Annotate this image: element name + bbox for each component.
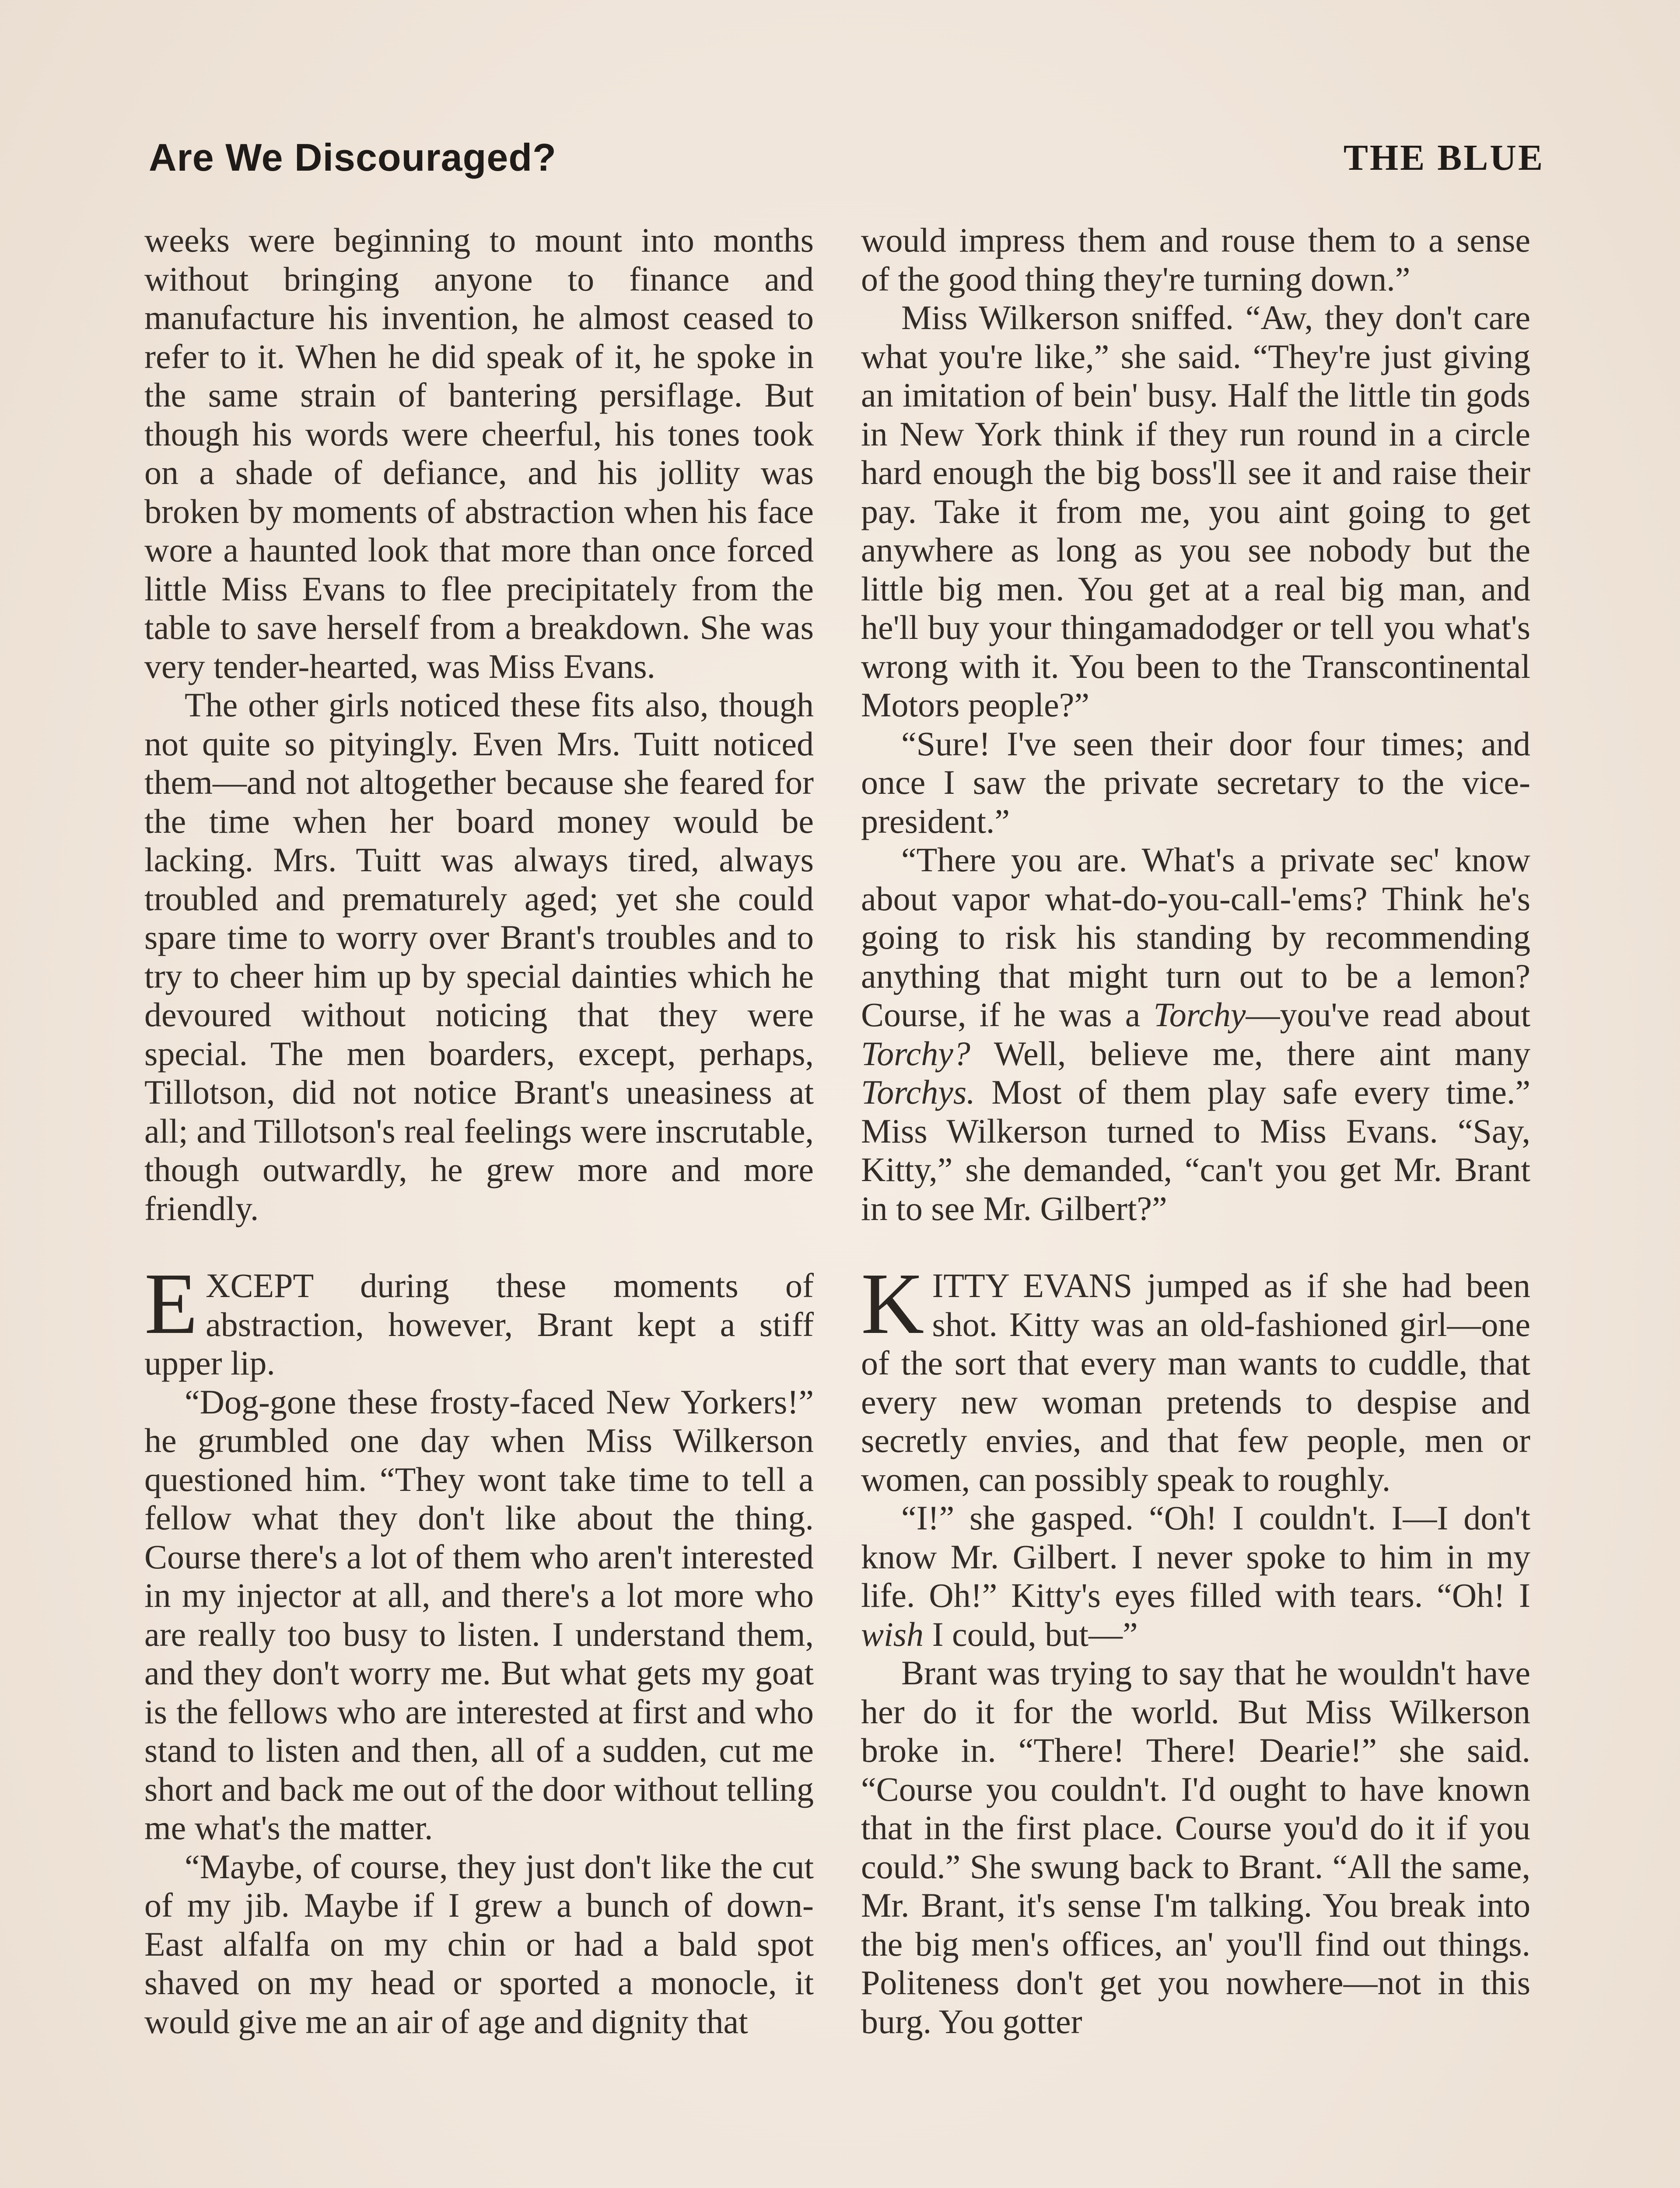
- paragraph: The other girls noticed these fits also, though not quite so pityingly. Even Mrs. Tuitt noticed them—and not altogether because she feared for the time when her board money would be lacking. Mrs. Tuitt was always tired, always troubled and prematurely aged; yet she could spare time to worry over Brant's troubles and to try to cheer him up by special dainties which he devoured without noticing that they were special. The men boarders, except, perhaps, Tillotson, did not notice Brant's uneasiness at all; and Tillotson's real feelings were inscrutable, though outwardly, he grew more and more friendly.: [144, 686, 814, 1227]
- paragraph: [861, 1499, 1530, 1654]
- italic-text: Torchy?: [861, 1034, 970, 1073]
- story-title: Are We Discouraged?: [149, 136, 556, 179]
- paragraph: “Sure! I've seen their door four times; and once I saw the private secretary to the vice-president.”: [861, 724, 1530, 840]
- paragraph: [861, 841, 1530, 1228]
- drop-cap: E: [144, 1255, 198, 1352]
- text-run: I could, but—”: [924, 1615, 1138, 1653]
- drop-cap: K: [861, 1255, 924, 1352]
- paragraph-text: ITTY EVANS jumped as if she had been shot. Kitty was an old-fashioned girl—one of the sort that every man wants to cuddle, that every new woman pretends to despise and secretly envies, and that few people, men or women, can possibly speak to roughly.: [861, 1266, 1530, 1498]
- section-opening-paragraph: [861, 1255, 1530, 1499]
- magazine-title: THE BLUE: [1343, 137, 1544, 178]
- paragraph: “Dog-gone these frosty-faced New Yorkers!” he grumbled one day when Miss Wilkerson questioned him. “They wont take time to tell a fellow what they don't like about the thing. Course there's a lot of them who aren't interested in my injector at all, and there's a lot more who are really too busy to listen. I understand them, and they don't worry me. But what gets my goat is the fellows who are interested at first and who stand to listen and then, all of a sudden, cut me short and back me out of the door without telling me what's the matter.: [144, 1382, 814, 1847]
- italic-text: Torchy: [1153, 996, 1246, 1034]
- paragraph-text: XCEPT during these moments of abstraction, however, Brant kept a stiff upper lip.: [144, 1266, 814, 1382]
- italic-text: wish: [861, 1615, 924, 1653]
- section-opening-paragraph: [144, 1255, 814, 1383]
- running-head: [149, 131, 1544, 184]
- text-run: “There you are. What's a private sec' know about vapor what-do-you-call-'ems? Think he's going to risk his standing by recommending anything that might turn out to be a lemon? Course, if he was a: [861, 841, 1530, 1034]
- italic-text: Torchys.: [861, 1073, 975, 1111]
- paragraph: weeks were beginning to mount into months without bringing anyone to finance and manufacture his invention, he almost ceased to refer to it. When he did speak of it, he spoke in the same strain of bantering persiflage. But though his words were cheerful, his tones took on a shade of defiance, and his jollity was broken by moments of abstraction when his face wore a haunted look that more than once forced little Miss Evans to flee precipitately from the table to save herself from a breakdown. She was very tender-hearted, was Miss Evans.: [144, 221, 814, 685]
- text-run: Well, believe me, there aint many: [970, 1034, 1530, 1073]
- text-run: “I!” she gasped. “Oh! I couldn't. I—I don't know Mr. Gilbert. I never spoke to him in my life. Oh!” Kitty's eyes filled with tears. “Oh! I: [861, 1499, 1530, 1614]
- paragraph: Brant was trying to say that he wouldn't have her do it for the world. But Miss Wilkerson broke in. “There! There! Dearie!” she said. “Course you couldn't. I'd ought to have known that in the first place. Course you'd do it if you could.” She swung back to Brant. “All the same, Mr. Brant, it's sense I'm talking. You break into the big men's offices, an' you'll find out things. Politeness don't get you nowhere—not in this burg. You gotter: [861, 1654, 1530, 2041]
- text-run: —you've read about: [1246, 996, 1530, 1034]
- paragraph: “Maybe, of course, they just don't like the cut of my jib. Maybe if I grew a bunch of down-East alfalfa on my chin or had a bald spot shaved on my head or sported a monocle, it would give me an air of age and dignity that: [144, 1847, 814, 2041]
- right-column: [861, 221, 1530, 2041]
- paragraph: would impress them and rouse them to a sense of the good thing they're turning down.”: [861, 221, 1530, 298]
- paragraph: Miss Wilkerson sniffed. “Aw, they don't care what you're like,” she said. “They're just giving an imitation of bein' busy. Half the little tin gods in New York think if they run round in a circle hard enough the big boss'll see it and raise their pay. Take it from me, you aint going to get anywhere as long as you see nobody but the little big men. You get at a real big man, and he'll buy your thingamadodger or tell you what's wrong with it. You been to the Transcontinental Motors people?”: [861, 298, 1530, 724]
- text-run: Most of them play safe every time.” Miss Wilkerson turned to Miss Evans. “Say, Kitty,” she demanded, “can't you get Mr. Brant in to see Mr. Gilbert?”: [861, 1073, 1530, 1227]
- left-column: [144, 221, 814, 2041]
